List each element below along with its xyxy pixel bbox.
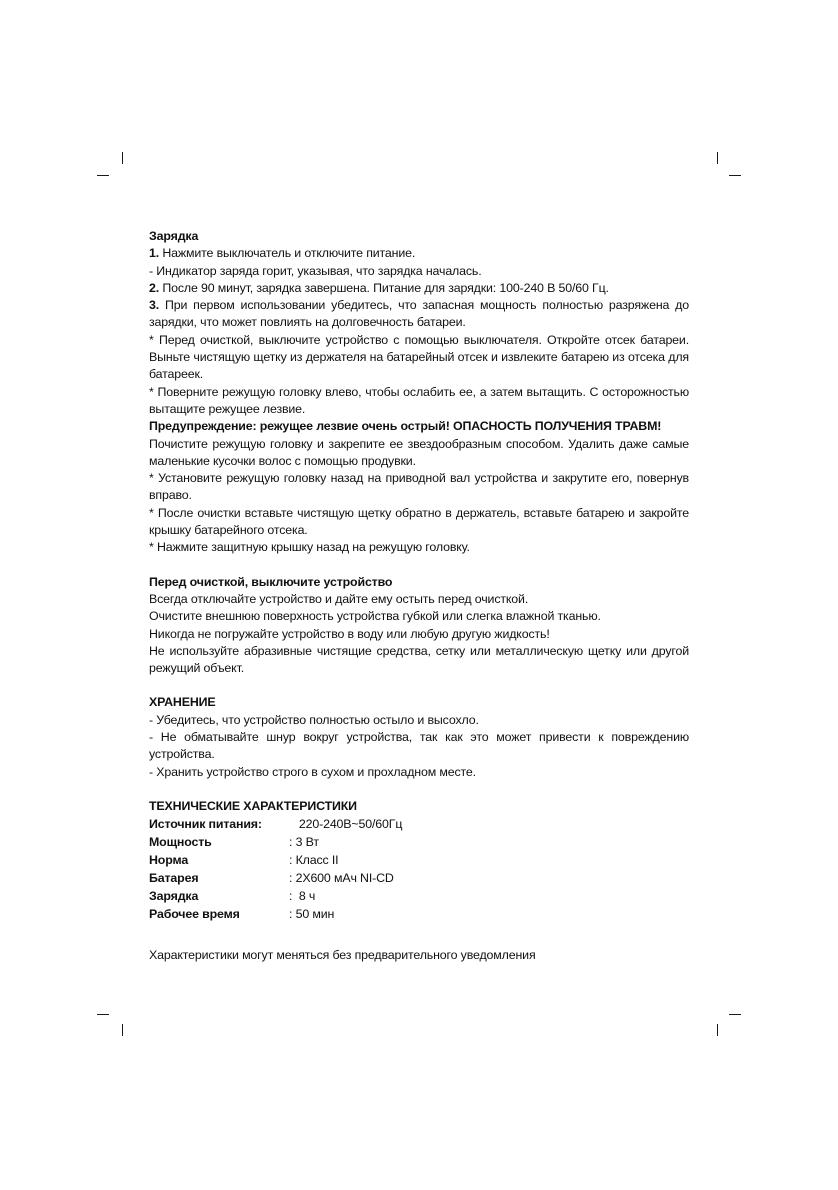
specs-row [149, 887, 402, 905]
specs-section [149, 798, 689, 923]
footer-note: Характеристики могут меняться без предварительного уведомления [149, 948, 536, 963]
spec-label: Батарея [149, 871, 199, 886]
charging-title: Зарядка [149, 229, 199, 243]
crop-mark-bottom-right-vertical [717, 1024, 718, 1036]
step-number: 2. [149, 280, 160, 295]
crop-mark-top-right-vertical [717, 152, 718, 164]
step-text: Нажмите выключатель и отключите питание. [159, 246, 416, 261]
charging-bullet-5: * Нажмите защитную крышку назад на режущую головку. [149, 540, 470, 555]
spec-label: Зарядка [149, 889, 199, 904]
storage-section [149, 694, 689, 780]
cleaning-section [149, 574, 689, 678]
crop-mark-bottom-left-vertical [122, 1024, 123, 1036]
warning-text: Предупреждение: режущее лезвие очень острый! ОПАСНОСТЬ ПОЛУЧЕНИЯ ТРАВМ! [149, 419, 662, 434]
spec-value: : Класс II [289, 853, 339, 868]
charging-bullet-2: * Поверните режущую головку влево, чтобы ослабить ее, а затем вытащить. С осторожностью вытащите режущее лезвие. [149, 384, 689, 416]
charging-bullet-3: * Установите режущую головку назад на приводной вал устройства и закрутите его, повернув вправо. [149, 471, 689, 503]
charging-bullet-4: * После очистки вставьте чистящую щетку обратно в держатель, вставьте батарею и закройте крышку батарейного отсека. [149, 505, 689, 538]
spec-label: Источник питания: [149, 817, 262, 832]
spec-value: : 8 ч [289, 889, 316, 904]
charging-step-2 [149, 280, 689, 297]
specs-row [149, 851, 402, 869]
spec-value: : 3 Вт [289, 835, 319, 850]
specs-table [149, 815, 402, 923]
charging-paragraph: Почистите режущую головку и закрепите ее звездообразным способом. Удалить даже самые маленькие кусочки волос с помощью продувки. [149, 436, 689, 468]
cleaning-line: Всегда отключайте устройство и дайте ему остыть перед очисткой. [149, 591, 529, 606]
specs-row [149, 905, 402, 923]
step-text: После 90 минут, зарядка завершена. Питание для зарядки: 100-240 В 50/60 Гц. [159, 280, 609, 295]
cleaning-title: Перед очисткой, выключите устройство [149, 574, 393, 589]
specs-row [149, 815, 402, 833]
document-body [149, 228, 689, 965]
crop-mark-bottom-left-horizontal [97, 1014, 109, 1015]
specs-row [149, 869, 402, 887]
charging-step-3 [149, 297, 689, 332]
storage-line: - Хранить устройство строго в сухом и прохладном месте. [149, 764, 476, 779]
step-number: 1. [149, 246, 160, 261]
specs-row [149, 833, 402, 851]
step-text: При первом использовании убедитесь, что запасная мощность полностью разряжена до зарядки, что может повлиять на долговечность батареи. [149, 298, 689, 330]
spec-label: Рабочее время [149, 907, 240, 922]
spec-value: : 50 мин [289, 907, 335, 922]
storage-line: - Не обматывайте шнур вокруг устройства, так как это может привести к повреждению устройства. [149, 730, 689, 762]
section-spacer [149, 677, 689, 694]
spec-label: Норма [149, 853, 189, 868]
storage-title: ХРАНЕНИЕ [149, 695, 216, 710]
cleaning-line: Очистите внешнюю поверхность устройства губкой или слегка влажной тканью. [149, 609, 601, 624]
spec-label: Мощность [149, 835, 212, 850]
section-spacer [149, 557, 689, 574]
section-spacer [149, 781, 689, 798]
cleaning-line: Никогда не погружайте устройство в воду или любую другую жидкость! [149, 626, 550, 641]
storage-line: - Убедитесь, что устройство полностью остыло и высохло. [149, 712, 479, 727]
crop-mark-top-right-horizontal [729, 175, 741, 176]
step-number: 3. [149, 298, 160, 313]
section-spacer [149, 923, 689, 947]
charging-section [149, 228, 689, 557]
charging-indicator-line: - Индикатор заряда горит, указывая, что зарядка началась. [149, 263, 482, 278]
crop-mark-top-left-vertical [122, 152, 123, 164]
charging-step-1 [149, 245, 689, 262]
specs-title: ТЕХНИЧЕСКИЕ ХАРАКТЕРИСТИКИ [149, 798, 357, 813]
spec-value: : 2Х600 мАч NI-CD [289, 871, 394, 886]
crop-mark-bottom-right-horizontal [729, 1014, 741, 1015]
cleaning-line: Не используйте абразивные чистящие средства, сетку или металлическую щетку или другой режущий объект. [149, 643, 689, 676]
crop-mark-top-left-horizontal [97, 175, 109, 176]
charging-bullet-1: * Перед очисткой, выключите устройство с помощью выключателя. Откройте отсек батареи. Выньте чистящую щетку из держателя на батарейный отсек и извлеките батарею из отсека для батареек. [149, 332, 689, 382]
spec-value: 220-240В~50/60Гц [289, 817, 403, 832]
